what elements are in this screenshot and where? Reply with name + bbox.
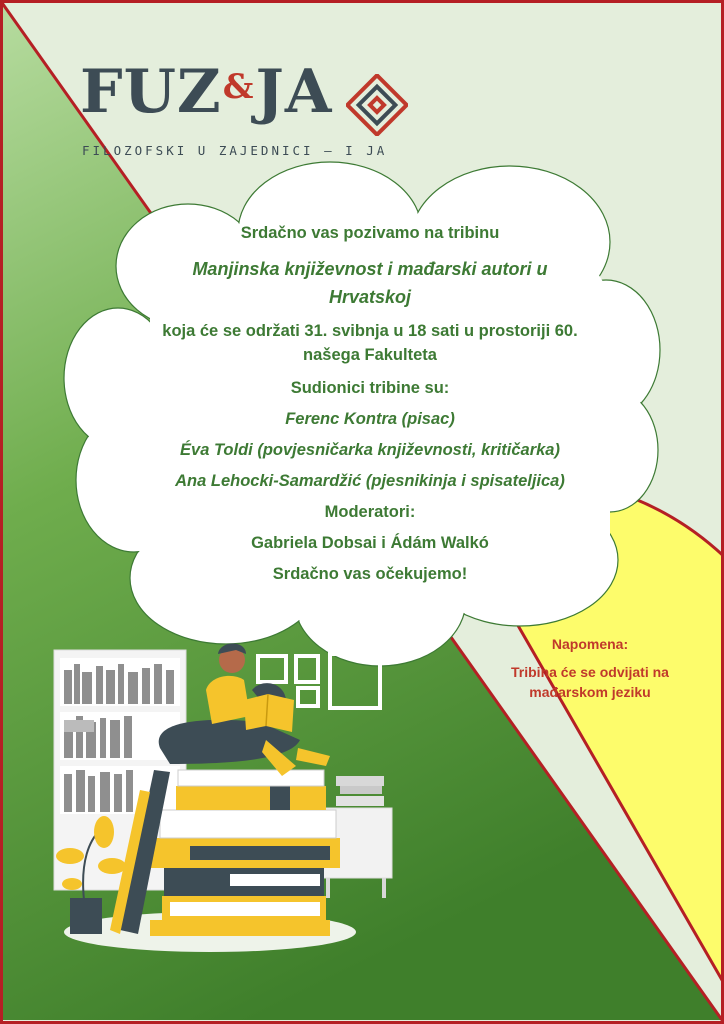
logo-diamond-icon [346,74,408,136]
event-details [100,319,640,367]
event-details-line1: koja će se održati 31. svibnja u 18 sati u prostoriji 60. [162,322,578,340]
participant-item: Éva Toldi (povjesničarka književnosti, kritičarka) [180,441,560,459]
closing-line: Srdačno vas očekujemo! [272,565,468,583]
event-title-line1: Manjinska književnost i mađarski autori u [192,259,548,279]
note-text-line1: Tribina će se odvijati na [511,664,669,680]
participant-item: Ana Lehocki-Samardžić (pjesnikinja i spisateljica) [175,472,565,490]
logo-wordmark [80,57,333,127]
logo-tagline: FILOZOFSKI U ZAJEDNICI – I JA [82,143,388,158]
moderators-heading: Moderatori: [324,503,416,521]
logo-part1: FUZ [80,57,222,127]
note-text [510,662,670,702]
logo-part2: JA [255,57,333,127]
event-title-line2: Hrvatskoj [328,287,412,307]
participant-item: Ferenc Kontra (pisac) [285,410,455,428]
event-details-line2: našega Fakulteta [303,346,437,364]
note-text-line2: mađarskom jeziku [529,684,651,700]
participants-heading: Sudionici tribine su: [290,379,450,397]
logo-ampersand: & [222,67,255,107]
moderators-names: Gabriela Dobsai i Ádám Walkó [251,534,489,552]
note-heading: Napomena: [551,636,629,652]
invitation-text [100,224,640,584]
event-title [100,255,640,311]
invitation-intro: Srdačno vas pozivamo na tribinu [240,224,500,242]
language-note [510,634,670,702]
